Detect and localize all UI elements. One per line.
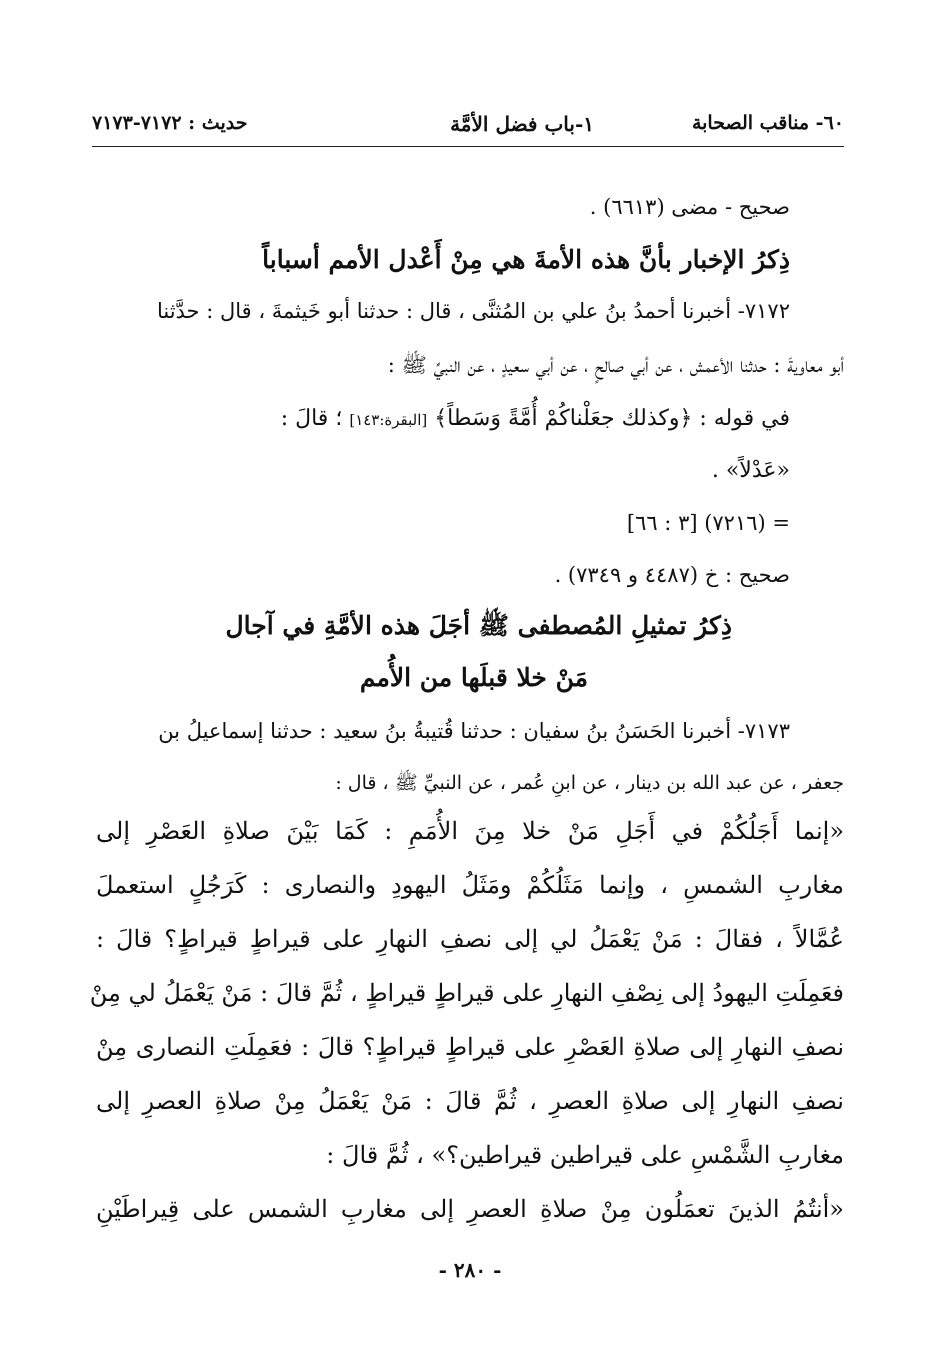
chapter-heading: ذِكرُ الإخبار بأنَّ هذه الأمةَ هي مِنْ أَعْدل الأمم أسباباً bbox=[262, 245, 790, 274]
matn-line: مغاربِ الشمسِ ، وإنما مَثَلُكُمْ ومَثَلُ اليهودِ والنصارى : كَرَجُلٍ استعملَ bbox=[96, 871, 844, 899]
header-divider bbox=[92, 146, 844, 147]
hadith-7172-isnad-cont: أبو معاويةَ : حدثنا الأعمش ، عن أبي صالحٍ ، عن أبي سعيدٍ ، عن النبيِّ ﷺ : bbox=[387, 353, 844, 377]
matn-line: عُمَّالاً ، فقالَ : مَنْ يَعْمَلُ لي إلى نصفِ النهارِ على قيراطٍ قيراطٍ؟ قالَ : bbox=[96, 925, 844, 953]
grading-note: صحيح : خ (٤٤٨٧ و ٧٣٤٩) . bbox=[554, 563, 790, 587]
quran-quote: في قوله : ﴿وكذلك جعَلْناكُمْ أُمَّةً وَسَطاً﴾ bbox=[434, 406, 790, 431]
matn-continuation: ؛ قالَ : bbox=[280, 406, 343, 431]
page-number: - ٢٨٠ - bbox=[438, 1258, 502, 1282]
matn-line: مغاربِ الشَّمْسِ على قيراطين قيراطين؟» ، ثُمَّ قالَ : bbox=[326, 1141, 844, 1169]
hadith-7173-isnad: ٧١٧٣- أخبرنا الحَسَنُ بنُ سفيان : حدثنا قُتيبةُ بنُ سعيد : حدثنا إسماعيلُ بن bbox=[158, 719, 790, 743]
hadith-7172-cross-reference: = (٧٢١٦) [٣ : ٦٦] bbox=[626, 511, 790, 535]
matn-line: فعَمِلَتِ اليهودُ إلى نِصْفِ النهارِ على قيراطٍ قيراطٍ ، ثُمَّ قالَ : مَنْ يَعْمَلُ لي مِنْ bbox=[89, 979, 844, 1007]
matn-line: «إنما أَجَلُكُمْ في أَجَلِ مَنْ خلا مِنَ الأُمَمِ : كَمَا بَيْنَ صلاةِ العَصْرِ إلى bbox=[96, 817, 844, 845]
running-header bbox=[92, 104, 844, 140]
matn-line: نصفِ النهارِ إلى صلاةِ العَصْرِ على قيراطٍ قيراطٍ؟ قالَ : فعَمِلَتِ النصارى مِنْ bbox=[96, 1033, 844, 1061]
hadith-7172-isnad: ٧١٧٢- أخبرنا أحمدُ بنُ علي بن المُثنَّى ، قال : حدثنا أبو خَيثمةَ ، قال : حدَّثنا bbox=[156, 299, 790, 323]
hadith-7172-matn bbox=[281, 404, 790, 435]
hadith-7173-isnad-cont: جعفر ، عن عبد الله بن دينار ، عن ابنِ عُمر ، عن النبيِّ ﷺ ، قال : bbox=[335, 772, 844, 794]
chapter-title: ٦٠- مناقب الصحابة bbox=[691, 112, 844, 134]
section-title: ١-باب فضل الأمَّة bbox=[450, 112, 594, 136]
chapter-heading-cont: مَنْ خلا قبلَها من الأُمم bbox=[359, 663, 588, 692]
matn-line: «أنتُمُ الذينَ تعمَلُون مِنْ صلاةِ العصرِ إلى مغاربِ الشمس على قِيراطَيْنِ bbox=[96, 1195, 844, 1223]
quran-reference: [البقرة:١٤٣] bbox=[349, 411, 428, 429]
hadith-7172-matn-end: «عَدْلاً» . bbox=[711, 458, 790, 483]
matn-line: نصفِ النهارِ إلى صلاةِ العصرِ ، ثُمَّ قالَ : مَنْ يَعْمَلُ مِنْ صلاةِ العصرِ إلى bbox=[96, 1087, 844, 1115]
chapter-heading: ذِكرُ تمثيلِ المُصطفى ﷺ أجَلَ هذه الأمَّةِ في آجال bbox=[225, 611, 732, 640]
grading-note: صحيح - مضى (٦٦١٣) . bbox=[589, 195, 790, 219]
hadith-range: حديث : ٧١٧٢-٧١٧٣ bbox=[92, 112, 248, 134]
